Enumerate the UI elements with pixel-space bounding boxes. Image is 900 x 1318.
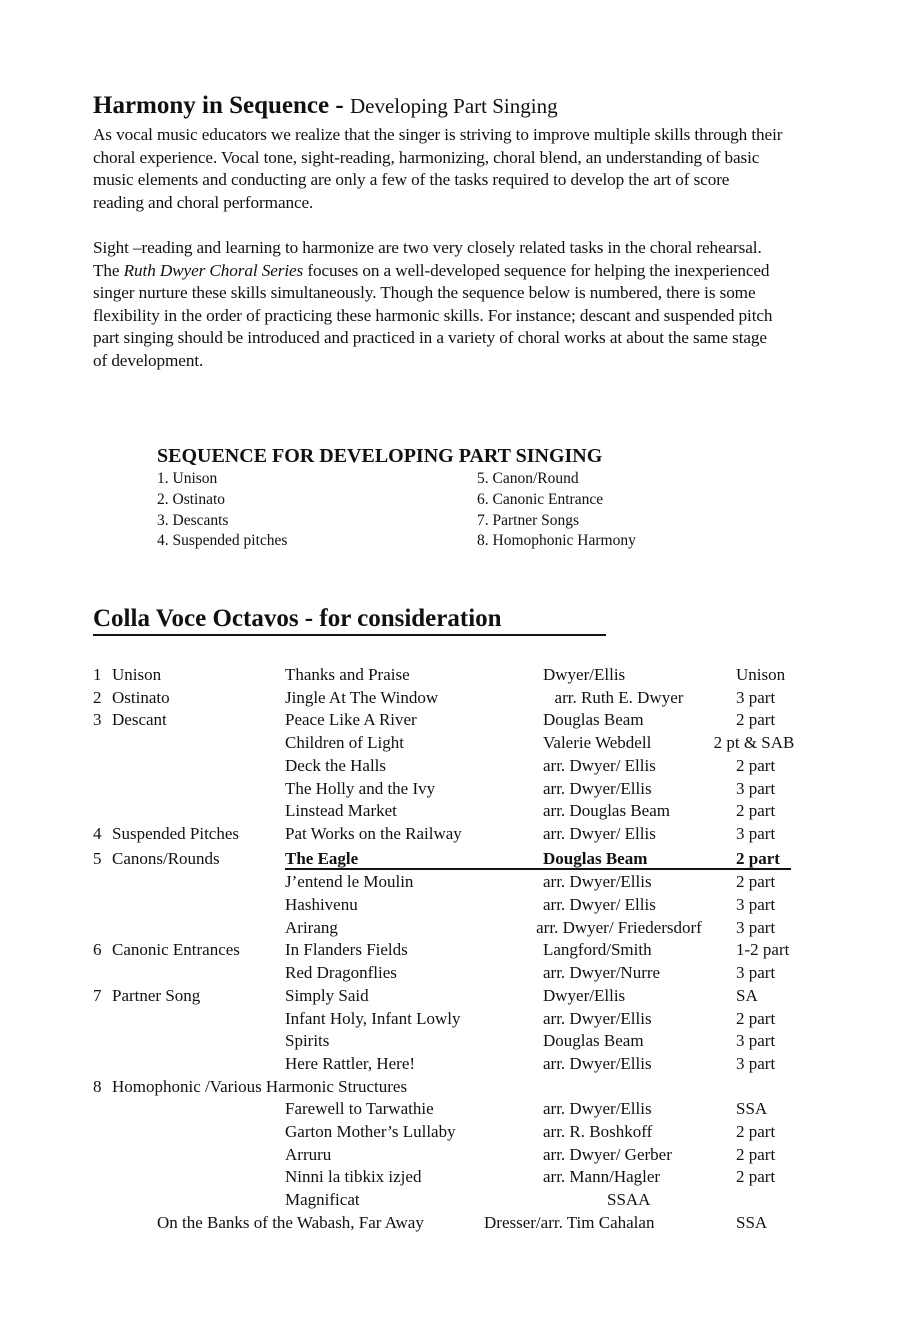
- row-voicing: 2 pt & SAB: [713, 733, 795, 753]
- row-voicing: 3 part: [736, 687, 776, 707]
- octavos-heading: [93, 605, 606, 636]
- octavo-row: [0, 800, 900, 823]
- row-category: Homophonic /Various Harmonic Structures: [112, 1076, 408, 1096]
- row-voicing: 2 part: [736, 872, 776, 892]
- row-arranger: arr. Dwyer/ Ellis: [543, 895, 656, 914]
- sequence-title: SEQUENCE FOR DEVELOPING PART SINGING: [157, 445, 603, 467]
- octavo-row: [0, 1144, 900, 1167]
- row-voicing: 2 part: [736, 1122, 776, 1141]
- row-number: 6: [93, 940, 102, 960]
- sequence-item: 6. Canonic Entrance: [477, 490, 604, 508]
- sequence-item: 5. Canon/Round: [477, 470, 579, 487]
- row-voicing: 2 part: [736, 1167, 776, 1187]
- octavo-row: [0, 1008, 900, 1031]
- row-voicing: 3 part: [736, 823, 776, 843]
- para2-text-b: focuses on a well-developed sequence for helping the inexperienced singer nurture these skills simultaneously. Though the sequence below is numbered, there is some flexibility in the order of practicing these harmonic skills. For instance; descant and suspended pitch part singing should be introduced and practiced in a variety of choral works at about the same stage of development.: [93, 260, 773, 370]
- row-voicing: 2 part: [736, 848, 780, 868]
- octavo-category-row: [0, 1076, 900, 1099]
- title-subtitle: Developing Part Singing: [349, 94, 558, 118]
- row-title: Magnificat: [285, 1190, 360, 1210]
- row-voicing: SA: [736, 985, 758, 1005]
- row-arranger: arr. Ruth E. Dwyer: [554, 687, 684, 707]
- octavo-row: [0, 732, 900, 755]
- octavo-row: [0, 1053, 900, 1076]
- row-category: Partner Song: [112, 985, 201, 1005]
- sequence-item: 7. Partner Songs: [477, 511, 580, 529]
- row-number: 1: [93, 665, 102, 684]
- octavo-row: [0, 664, 900, 687]
- row-title: J’entend le Moulin: [285, 872, 414, 892]
- row-voicing: 2 part: [736, 755, 776, 775]
- row-category: Suspended Pitches: [112, 823, 240, 843]
- row-number: 8: [93, 1076, 102, 1096]
- octavo-row: [0, 755, 900, 778]
- row-number: 5: [93, 848, 102, 868]
- row-voicing: 2 part: [736, 710, 776, 730]
- row-title: Hashivenu: [285, 895, 358, 914]
- row-arranger: Langford/Smith: [543, 940, 652, 960]
- row-title: In Flanders Fields: [285, 940, 408, 960]
- sequence-list: [157, 469, 717, 552]
- octavo-row: [0, 687, 900, 710]
- octavo-row: [0, 894, 900, 917]
- octavos-heading-bold: Colla Voce Octavos -: [93, 605, 314, 632]
- row-voicing: SSAA: [607, 1190, 651, 1210]
- row-arranger: arr. Dwyer/ Ellis: [543, 755, 656, 775]
- row-number: 7: [93, 985, 102, 1005]
- row-title: On the Banks of the Wabash, Far Away: [157, 1212, 424, 1232]
- row-category: Descant: [112, 710, 167, 730]
- row-title: Arirang: [285, 917, 338, 937]
- row-arranger: arr. Dwyer/ Friedersdorf: [536, 917, 702, 937]
- row-title: Farewell to Tarwathie: [285, 1099, 434, 1119]
- row-voicing: 3 part: [736, 778, 776, 798]
- row-title: Spirits: [285, 1031, 330, 1051]
- row-title: Peace Like A River: [285, 710, 417, 730]
- row-title: Jingle At The Window: [285, 687, 439, 707]
- row-title: Red Dragonflies: [285, 963, 397, 983]
- row-category: Unison: [112, 665, 162, 684]
- row-category: Canons/Rounds: [112, 848, 220, 868]
- octavo-row: [0, 1212, 900, 1235]
- octavos-heading-rest: for consideration: [313, 605, 502, 632]
- row-number: 2: [93, 687, 102, 707]
- row-arranger: arr. Dwyer/Ellis: [543, 872, 652, 892]
- row-voicing: 3 part: [736, 1031, 776, 1051]
- row-arranger: arr. R. Boshkoff: [543, 1122, 653, 1141]
- row-arranger: Dwyer/Ellis: [543, 665, 626, 684]
- row-title: Ninni la tibkix izjed: [285, 1167, 422, 1187]
- row-title: Garton Mother’s Lullaby: [285, 1122, 456, 1141]
- row-title: Children of Light: [285, 733, 404, 753]
- row-category: Canonic Entrances: [112, 940, 240, 960]
- octavo-row: [0, 778, 900, 801]
- row-arranger: arr. Dwyer/Ellis: [543, 778, 652, 798]
- octavo-row: [0, 939, 900, 962]
- row-title: Here Rattler, Here!: [285, 1053, 416, 1073]
- row-voicing: Unison: [736, 665, 786, 684]
- row-voicing: 2 part: [736, 1008, 776, 1028]
- row-category: Ostinato: [112, 687, 170, 707]
- intro-paragraph-1: As vocal music educators we realize that the singer is striving to improve multiple skills through their choral experience. Vocal tone, sight-reading, harmonizing, choral blend, an understanding of basic music elements and conducting are only a few of the tasks required to develop the art of score reading and choral performance.: [93, 125, 783, 212]
- row-arranger: arr. Dwyer/Ellis: [543, 1099, 652, 1119]
- octavo-row: [0, 1189, 900, 1212]
- para2-text-a: Sight –reading and learning to harmonize are two very closely related tasks in the choral rehearsal. The: [93, 238, 762, 280]
- octavo-row: [0, 1098, 900, 1121]
- series-name: Ruth Dwyer Choral Series: [123, 260, 304, 280]
- row-number: 4: [93, 823, 102, 843]
- row-voicing: 3 part: [736, 1053, 776, 1073]
- row-title: Thanks and Praise: [285, 665, 410, 684]
- row-title: The Holly and the Ivy: [285, 778, 436, 798]
- row-arranger: Douglas Beam: [543, 848, 648, 868]
- sequence-item: 3. Descants: [157, 511, 229, 529]
- row-arranger: Valerie Webdell: [543, 733, 652, 753]
- sequence-item: 8. Homophonic Harmony: [477, 532, 636, 550]
- row-voicing: 2 part: [736, 1144, 776, 1164]
- row-title: Infant Holy, Infant Lowly: [285, 1008, 461, 1028]
- row-arranger: arr. Dwyer/Ellis: [543, 1008, 652, 1028]
- row-arranger: arr. Mann/Hagler: [543, 1167, 661, 1187]
- row-title: Arruru: [285, 1144, 332, 1164]
- octavo-row: [0, 709, 900, 732]
- octavo-row: [0, 823, 900, 846]
- row-voicing: 3 part: [736, 963, 776, 983]
- row-voicing: 1-2 part: [736, 940, 790, 960]
- row-voicing: 3 part: [736, 895, 776, 914]
- octavo-row: [0, 871, 900, 894]
- page-title: [93, 92, 558, 120]
- row-arranger: Dwyer/Ellis: [543, 985, 626, 1005]
- sequence-item: 1. Unison: [157, 470, 218, 487]
- octavo-row: [0, 1166, 900, 1189]
- row-title: The Eagle: [285, 848, 359, 868]
- row-title: Deck the Halls: [285, 755, 387, 775]
- row-number: 3: [93, 710, 102, 730]
- row-arranger: arr. Dwyer/ Gerber: [543, 1144, 672, 1164]
- row-voicing: SSA: [736, 1099, 768, 1119]
- row-arranger: Dresser/arr. Tim Cahalan: [484, 1212, 655, 1232]
- title-main: Harmony in Sequence -: [93, 92, 344, 119]
- octavo-row-featured: [0, 848, 900, 871]
- row-voicing: 2 part: [736, 801, 776, 821]
- row-arranger: Douglas Beam: [543, 710, 644, 730]
- row-arranger: arr. Dwyer/ Ellis: [543, 823, 656, 843]
- intro-paragraph-2: [93, 237, 783, 373]
- row-title: Simply Said: [285, 985, 369, 1005]
- row-voicing: 3 part: [736, 917, 776, 937]
- octavo-row: [0, 962, 900, 985]
- row-voicing: SSA: [736, 1212, 768, 1232]
- octavo-row: [0, 1030, 900, 1053]
- row-arranger: arr. Douglas Beam: [543, 801, 670, 821]
- row-title: Pat Works on the Railway: [285, 823, 462, 843]
- octavo-row: [0, 1121, 900, 1144]
- sequence-item: 2. Ostinato: [157, 490, 226, 508]
- row-arranger: arr. Dwyer/Nurre: [543, 963, 661, 983]
- sequence-item: 4. Suspended pitches: [157, 532, 288, 550]
- octavo-row: [0, 985, 900, 1008]
- row-arranger: arr. Dwyer/Ellis: [543, 1053, 652, 1073]
- row-title: Linstead Market: [285, 801, 397, 821]
- row-arranger: Douglas Beam: [543, 1031, 644, 1051]
- octavo-row: [0, 917, 900, 940]
